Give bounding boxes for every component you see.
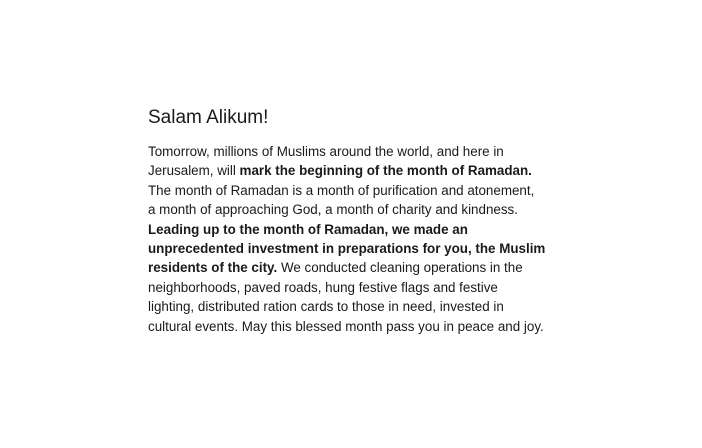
bold-text-segment: unprecedented investment in preparations for you, the Muslim [148, 241, 546, 257]
paragraph-line [148, 297, 558, 316]
text-segment: Tomorrow, millions of Muslims around the world, and here in [148, 144, 504, 159]
text-segment: a month of approaching God, a month of charity and kindness. [148, 202, 518, 218]
text-segment: lighting, distributed ration cards to those in need, invested in [148, 299, 504, 315]
text-segment: The month of Ramadan is a month of purification and atonement, [148, 182, 535, 198]
bold-text-segment: Leading up to the month of Ramadan, we made an [148, 221, 468, 237]
paragraph-line [148, 181, 558, 200]
bold-text-segment: mark the beginning of the month of Ramadan. [239, 163, 532, 179]
bold-text-segment: residents of the city. [148, 260, 278, 276]
paragraph-line [148, 142, 558, 161]
message-paragraph [148, 142, 558, 336]
paragraph-line [148, 278, 558, 297]
paragraph-line [148, 317, 558, 336]
paragraph-line [148, 239, 558, 258]
paragraph-line [148, 200, 558, 219]
text-segment: neighborhoods, paved roads, hung festive flags and festive [148, 279, 498, 295]
document-body [148, 106, 558, 336]
text-segment: cultural events. May this blessed month pass you in peace and joy. [148, 318, 544, 334]
text-segment: We conducted cleaning operations in the [277, 260, 523, 276]
greeting-heading: Salam Alikum! [148, 107, 269, 128]
paragraph-line [148, 220, 558, 239]
text-segment: Jerusalem, will [148, 163, 240, 179]
paragraph-line [148, 161, 558, 180]
paragraph-line [148, 258, 558, 277]
